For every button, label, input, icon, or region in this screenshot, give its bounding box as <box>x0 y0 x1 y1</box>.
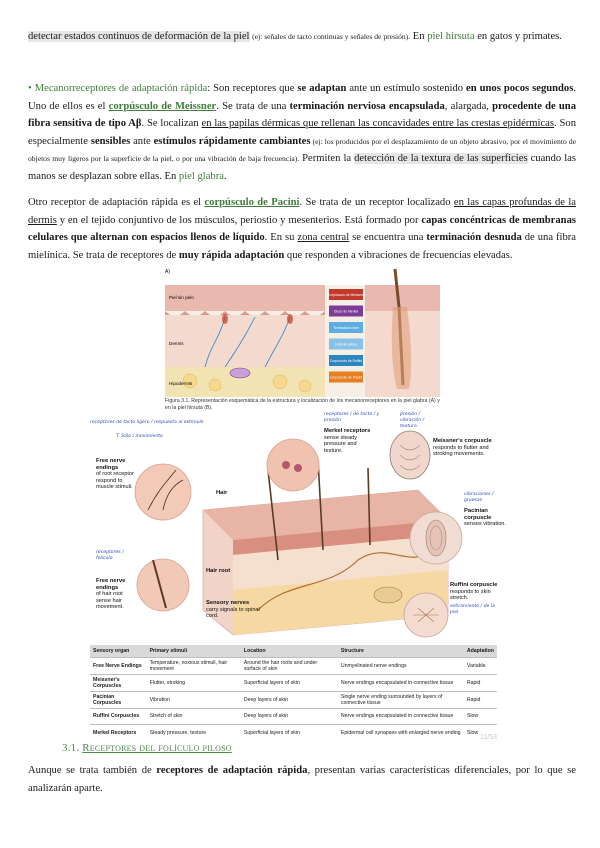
small-note: (ej: señales de tacto continuas y señales de presión). <box>252 32 411 41</box>
table-row <box>90 725 497 742</box>
table-cell: Rapid <box>464 674 497 691</box>
legend-label: Terminación libre <box>333 326 359 330</box>
label-body: of hair root sense hair movement. <box>96 591 124 611</box>
merkel-label <box>324 428 376 454</box>
text: . Se trata de una <box>216 100 290 112</box>
legend-label: Folículo piloso <box>335 342 357 347</box>
label-body: carry signals to spinal cord. <box>206 606 260 620</box>
green-term: piel hirsuta <box>427 31 475 42</box>
dermis-layer <box>165 315 325 367</box>
skin-receptors-figure <box>88 410 508 640</box>
underlined-text: zona central <box>297 232 350 244</box>
bold-term: estímulos rápidamente cambiantes <box>153 135 311 147</box>
table-cell: Meissner's Corpuscles <box>90 674 147 691</box>
underlined-text: en las capas profundas de la dermis <box>28 197 576 226</box>
text: en gatos y primates. <box>474 31 562 42</box>
label-title: Sensory nerves <box>206 600 250 606</box>
label-body: senses vibration. <box>464 521 506 528</box>
table-cell: Free Nerve Endings <box>90 657 147 674</box>
sensory-nerves-label <box>206 600 262 620</box>
table-cell: Vibration <box>147 691 241 708</box>
table-cell: Superficial layers of skin <box>241 674 338 691</box>
paragraph-continuation <box>28 28 576 46</box>
text: , alargada, <box>444 100 493 112</box>
pacinian-label <box>464 508 506 528</box>
bold-term: receptores de adaptación rápida <box>156 765 308 776</box>
bold-term: terminación desnuda <box>426 232 522 244</box>
layer-label: Hipodermis <box>169 381 193 386</box>
legend-label: Corpúsculo de Pacini <box>329 375 363 380</box>
label-title: Merkel receptors <box>324 428 371 434</box>
label-title: Hair <box>216 490 228 496</box>
figure-corner-label: A) <box>165 269 170 275</box>
label-title: Free nerve endings <box>96 458 126 471</box>
table-cell: Nerve endings encapsulated in connective tissue <box>338 674 464 691</box>
table-row <box>90 674 497 691</box>
table-cell: Steady pressure, texture <box>147 725 241 742</box>
text: . Son especialmente <box>28 118 576 147</box>
text: ante <box>130 135 154 147</box>
free-nerve-inset <box>135 464 191 520</box>
text: . <box>223 170 227 182</box>
paragraph-pacini <box>28 194 576 264</box>
hair-root-label <box>206 568 230 575</box>
text: Otro receptor de adaptación rápida es el <box>28 197 205 208</box>
figure-caption: Figura 3.1. Representación esquemática de la estructura y localización de los mecanorreceptores en la piel glabra (A) y en la piel hirsuta (B). <box>165 398 440 411</box>
pacini-link[interactable]: corpúsculo de Pacini <box>204 197 300 208</box>
underlined-text: en las papilas dérmicas que rellenan las concavidades entre las crestas epidérmicas <box>201 118 555 130</box>
table-cell: Slow <box>464 725 497 742</box>
handwritten-note: receptores / de tacto / y presión <box>324 412 380 423</box>
section-title: Receptores del folículo piloso <box>82 742 232 754</box>
bold-term: sensibles <box>90 135 131 147</box>
bold-term: se adaptan <box>297 83 347 94</box>
table-cell: Slow <box>464 708 497 725</box>
column-header: Structure <box>338 645 464 657</box>
column-header: Adaptation <box>464 645 497 657</box>
paragraph-rapid-adaptation <box>28 80 576 186</box>
bullet-heading: • Mecanorreceptores de adaptación rápida <box>28 83 208 94</box>
table-cell: Temperature, noxious stimuli, hair movement <box>147 657 241 674</box>
label-body: of root receptor respond to muscle stimuli. <box>96 471 134 491</box>
table-cell: Merkel Receptors <box>90 725 147 742</box>
legend-label: Corpúsculo de Ruffini <box>329 359 363 363</box>
green-term: piel glabra <box>178 170 224 182</box>
handwritten-note: T. Sólo / movimiento <box>116 434 163 439</box>
sensory-receptors-table <box>90 645 497 741</box>
layer-label: Dermis <box>169 341 184 346</box>
layer-label: Piel sin pelo <box>169 295 194 300</box>
label-body: responds to skin stretch. <box>450 588 491 602</box>
text: que responden a vibraciones de frecuencias elevadas. <box>284 249 513 261</box>
handwritten-note: receptores de tacto ligero / respuesta al estímulo <box>90 420 204 425</box>
text: Aunque se trata también de <box>28 765 157 776</box>
small-note: (ej: los producidos por el desplazamiento de un objeto abrasivo, por el movimiento de objetos muy ligeros por la superficie de la piel, o por una vibración de baja frecuencia). <box>28 136 576 164</box>
legend-label: Disco de Merkel <box>333 309 359 314</box>
text: cuando las manos se desplazan sobre ellas. En <box>28 153 576 182</box>
text: : Son receptores que <box>207 83 298 94</box>
bold-term: terminación nerviosa encapsulada <box>289 100 445 112</box>
bold-term: en unos pocos segundos <box>466 83 574 94</box>
table-cell: Superficial layers of skin <box>241 725 338 742</box>
column-header: Sensory organ <box>90 645 147 657</box>
table-cell: Epidermal cell synapses with enlarged nerve ending <box>338 725 464 742</box>
table-header-row <box>90 645 497 657</box>
table-cell: Pacinian Corpuscles <box>90 691 147 708</box>
handwritten-note: vibraciones / gruesas <box>464 492 494 503</box>
meissner-link[interactable]: corpúsculo de Meissner <box>108 100 217 112</box>
table-cell: Deep layers of skin <box>241 691 338 708</box>
label-body: sense steady pressure and texture. <box>324 434 357 454</box>
highlight-text: detección de la textura de las superficies <box>354 153 528 165</box>
text: . En su <box>264 232 298 244</box>
table-row <box>90 657 497 674</box>
table-cell: Deep layers of skin <box>241 708 338 725</box>
text: de una fibra mielínica. Se trata de receptores de <box>28 232 576 261</box>
meissner-inset <box>390 431 430 479</box>
text: , presentan varias características diferenciales, por lo que se analizarán aparte. <box>28 765 576 794</box>
column-header: Primary stimuli <box>147 645 241 657</box>
merkel-inset <box>267 439 319 491</box>
handwritten-note: presión / vibración / textura <box>400 412 425 429</box>
text: ante un estímulo sostenido <box>346 83 467 94</box>
free-nerve-hair-label <box>96 578 138 611</box>
handwritten-note: receptores / folículo <box>96 550 124 561</box>
handwritten-note: estiramiento / de la piel <box>450 604 495 615</box>
hair-label <box>216 490 227 497</box>
label-title: Meissner's corpuscle <box>433 438 492 444</box>
table-cell: Variable <box>464 657 497 674</box>
table-body <box>90 657 497 741</box>
text: se encuentra una <box>349 232 427 244</box>
table-cell: Around the hair roots and under surface of skin <box>241 657 338 674</box>
section-heading <box>62 742 232 754</box>
text: Permiten la <box>299 153 355 165</box>
table-cell: Ruffini Corpuscles <box>90 708 147 725</box>
highlight-text: detectar estados continuos de deformación de la piel <box>28 31 250 42</box>
bold-term: procedente de una fibra sensitiva de tipo Aβ <box>28 100 576 130</box>
bold-term: capas concéntricas de membranas celulares que alternan con espacios llenos de líquido <box>28 214 576 244</box>
label-body: responds to flutter and stroking movements. <box>433 444 489 458</box>
table-cell: Nerve endings encapsulated in connective tissue <box>338 708 464 725</box>
page-number: 11/53 <box>480 734 497 741</box>
column-header: Location <box>241 645 338 657</box>
label-title: Hair root <box>206 568 231 574</box>
bold-term: muy rápida adaptación <box>178 249 285 261</box>
meissner-label <box>433 438 505 458</box>
free-nerve-label <box>96 458 140 491</box>
ruffini-label <box>450 582 500 602</box>
text: y en el tejido conjuntivo de los músculos, periostio y mesenterios. Está formado por <box>56 214 422 226</box>
table-cell: Stretch of skin <box>147 708 241 725</box>
label-title: Ruffini corpuscle <box>450 582 498 588</box>
text: . Se localizan <box>141 118 202 130</box>
paragraph-follicle <box>28 762 576 797</box>
legend-label: Corpúsculo de Meissner <box>327 293 365 297</box>
text: En <box>410 31 428 42</box>
table-row <box>90 708 497 725</box>
hair-root-inset <box>137 559 189 611</box>
table-cell: Unmyelinated nerve endings <box>338 657 464 674</box>
label-title: Free nerve endings <box>96 578 126 591</box>
table-row <box>90 691 497 708</box>
section-number: 3.1. <box>62 742 80 754</box>
table-cell: Flutter, stroking <box>147 674 241 691</box>
table-cell: Single nerve ending surrounded by layers of connective tissue <box>338 691 464 708</box>
text: . Uno de ellos es el <box>28 83 576 112</box>
table-cell: Rapid <box>464 691 497 708</box>
label-title: Pacinian corpuscle <box>464 508 492 521</box>
text: . Se trata de un receptor localizado <box>299 197 454 208</box>
skin-layers-figure <box>165 267 440 397</box>
